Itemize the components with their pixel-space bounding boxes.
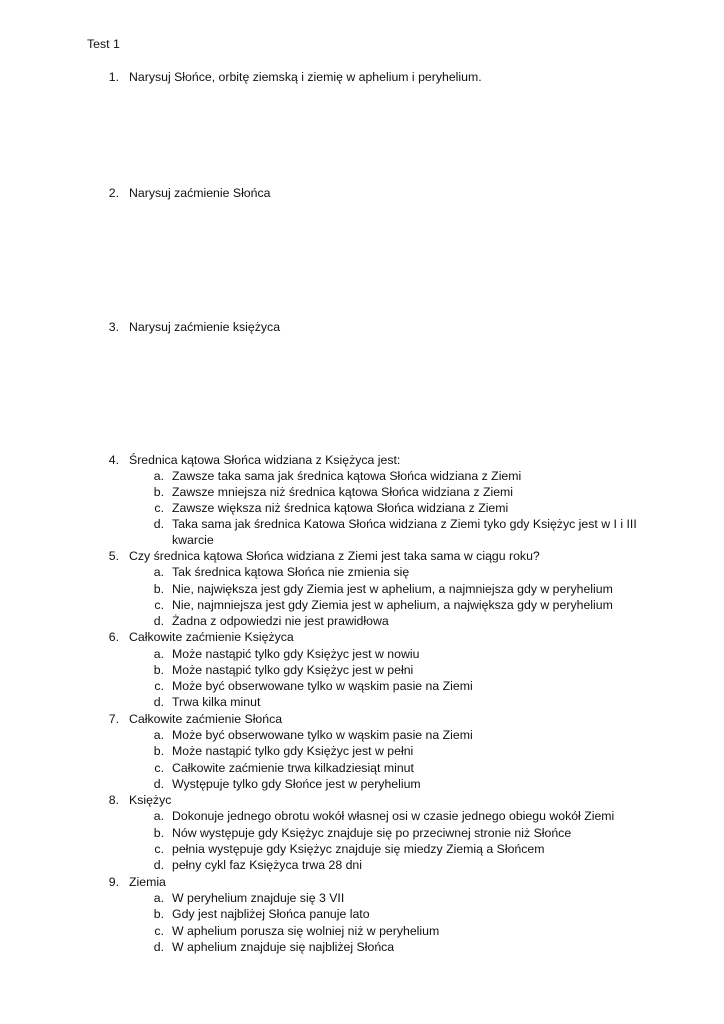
answer-text: Zawsze taka sama jak średnica kątowa Słońca widziana z Ziemi [172, 469, 522, 483]
answer-text: Nów występuje gdy Księżyc znajduje się po przeciwnej stronie niż Słońce [172, 826, 572, 840]
answer-letter: a. [153, 728, 164, 742]
question-number: 2. [108, 186, 119, 200]
answer-letter: a. [153, 647, 164, 661]
answer-text: Żadna z odpowiedzi nie jest prawidłowa [172, 614, 389, 628]
answer-text: W peryhelium znajduje się 3 VII [172, 891, 345, 905]
answer-letter: c. [154, 842, 164, 856]
answer-text: Taka sama jak średnica Katowa Słońca widziana z Ziemi tyko gdy Księżyc jest w I i III [172, 517, 637, 531]
question-text: Całkowite zaćmienie Słońca [129, 712, 283, 726]
answer-text: Występuje tylko gdy Słońce jest w peryhelium [172, 777, 421, 791]
answer-letter: c. [154, 598, 164, 612]
answer-text: Może być obserwowane tylko w wąskim pasie na Ziemi [172, 679, 473, 693]
answer-text: Zawsze mniejsza niż średnica kątowa Słońca widziana z Ziemi [172, 485, 514, 499]
answer-letter: a. [153, 469, 164, 483]
answer-text: Może nastąpić tylko gdy Księżyc jest w pełni [172, 744, 414, 758]
answer-text: pełnia występuje gdy Księżyc znajduje się miedzy Ziemią a Słońcem [172, 842, 545, 856]
answer-letter: b. [153, 663, 164, 677]
answer-text: pełny cykl faz Księżyca trwa 28 dni [172, 858, 363, 872]
answer-text: Tak średnica kątowa Słońca nie zmienia się [172, 565, 410, 579]
answer-letter: d. [153, 940, 164, 954]
answer-letter: d. [153, 777, 164, 791]
question-number: 1. [108, 70, 119, 84]
answer-text: W aphelium porusza się wolniej niż w peryhelium [172, 924, 440, 938]
answer-letter: d. [153, 695, 164, 709]
answer-letter: a. [153, 891, 164, 905]
answer-letter: d. [153, 517, 164, 531]
answer-text: Gdy jest najbliżej Słońca panuje lato [172, 907, 370, 921]
answer-text: Nie, największa jest gdy Ziemia jest w aphelium, a najmniejsza gdy w peryhelium [172, 582, 613, 596]
question-number: 5. [108, 549, 119, 563]
answer-4d-continuation: kwarcie [172, 533, 214, 547]
question-number: 7. [108, 712, 119, 726]
question-number: 4. [108, 453, 119, 467]
question-text: Księżyc [129, 793, 172, 807]
answer-text: W aphelium znajduje się najbliżej Słońca [172, 940, 395, 954]
question-number: 9. [108, 875, 119, 889]
question-text: Narysuj zaćmienie Słońca [129, 186, 271, 200]
answer-text: Całkowite zaćmienie trwa kilkadziesiąt minut [172, 761, 414, 775]
question-text: Ziemia [129, 875, 166, 889]
answer-letter: a. [153, 809, 164, 823]
answer-text: Może nastąpić tylko gdy Księżyc jest w nowiu [172, 647, 420, 661]
answer-letter: d. [153, 614, 164, 628]
question-text: Średnica kątowa Słońca widziana z Księżyca jest: [129, 453, 401, 467]
answer-text: Trwa kilka minut [172, 695, 261, 709]
question-number: 6. [108, 630, 119, 644]
answer-letter: b. [153, 485, 164, 499]
answer-text: Dokonuje jednego obrotu wokół własnej osi w czasie jednego obiegu wokół Ziemi [172, 809, 615, 823]
answer-text: Zawsze większa niż średnica kątowa Słońca widziana z Ziemi [172, 501, 509, 515]
question-text: Narysuj Słońce, orbitę ziemską i ziemię w aphelium i peryhelium. [129, 70, 482, 84]
question-number: 8. [108, 793, 119, 807]
answer-letter: d. [153, 858, 164, 872]
question-text: Całkowite zaćmienie Księżyca [129, 630, 294, 644]
question-text: Czy średnica kątowa Słońca widziana z Ziemi jest taka sama w ciągu roku? [129, 549, 540, 563]
question-number: 3. [108, 320, 119, 334]
answer-letter: c. [154, 679, 164, 693]
answer-letter: b. [153, 826, 164, 840]
question-text: Narysuj zaćmienie księżyca [129, 320, 281, 334]
answer-letter: c. [154, 501, 164, 515]
answer-letter: c. [154, 924, 164, 938]
answer-letter: b. [153, 582, 164, 596]
answer-letter: b. [153, 907, 164, 921]
answer-letter: a. [153, 565, 164, 579]
answer-text: Może nastąpić tylko gdy Księżyc jest w pełni [172, 663, 414, 677]
answer-letter: c. [154, 761, 164, 775]
answer-text: Nie, najmniejsza jest gdy Ziemia jest w aphelium, a największa gdy w peryhelium [172, 598, 613, 612]
answer-letter: b. [153, 744, 164, 758]
document-title: Test 1 [87, 37, 120, 51]
answer-text: Może być obserwowane tylko w wąskim pasie na Ziemi [172, 728, 473, 742]
